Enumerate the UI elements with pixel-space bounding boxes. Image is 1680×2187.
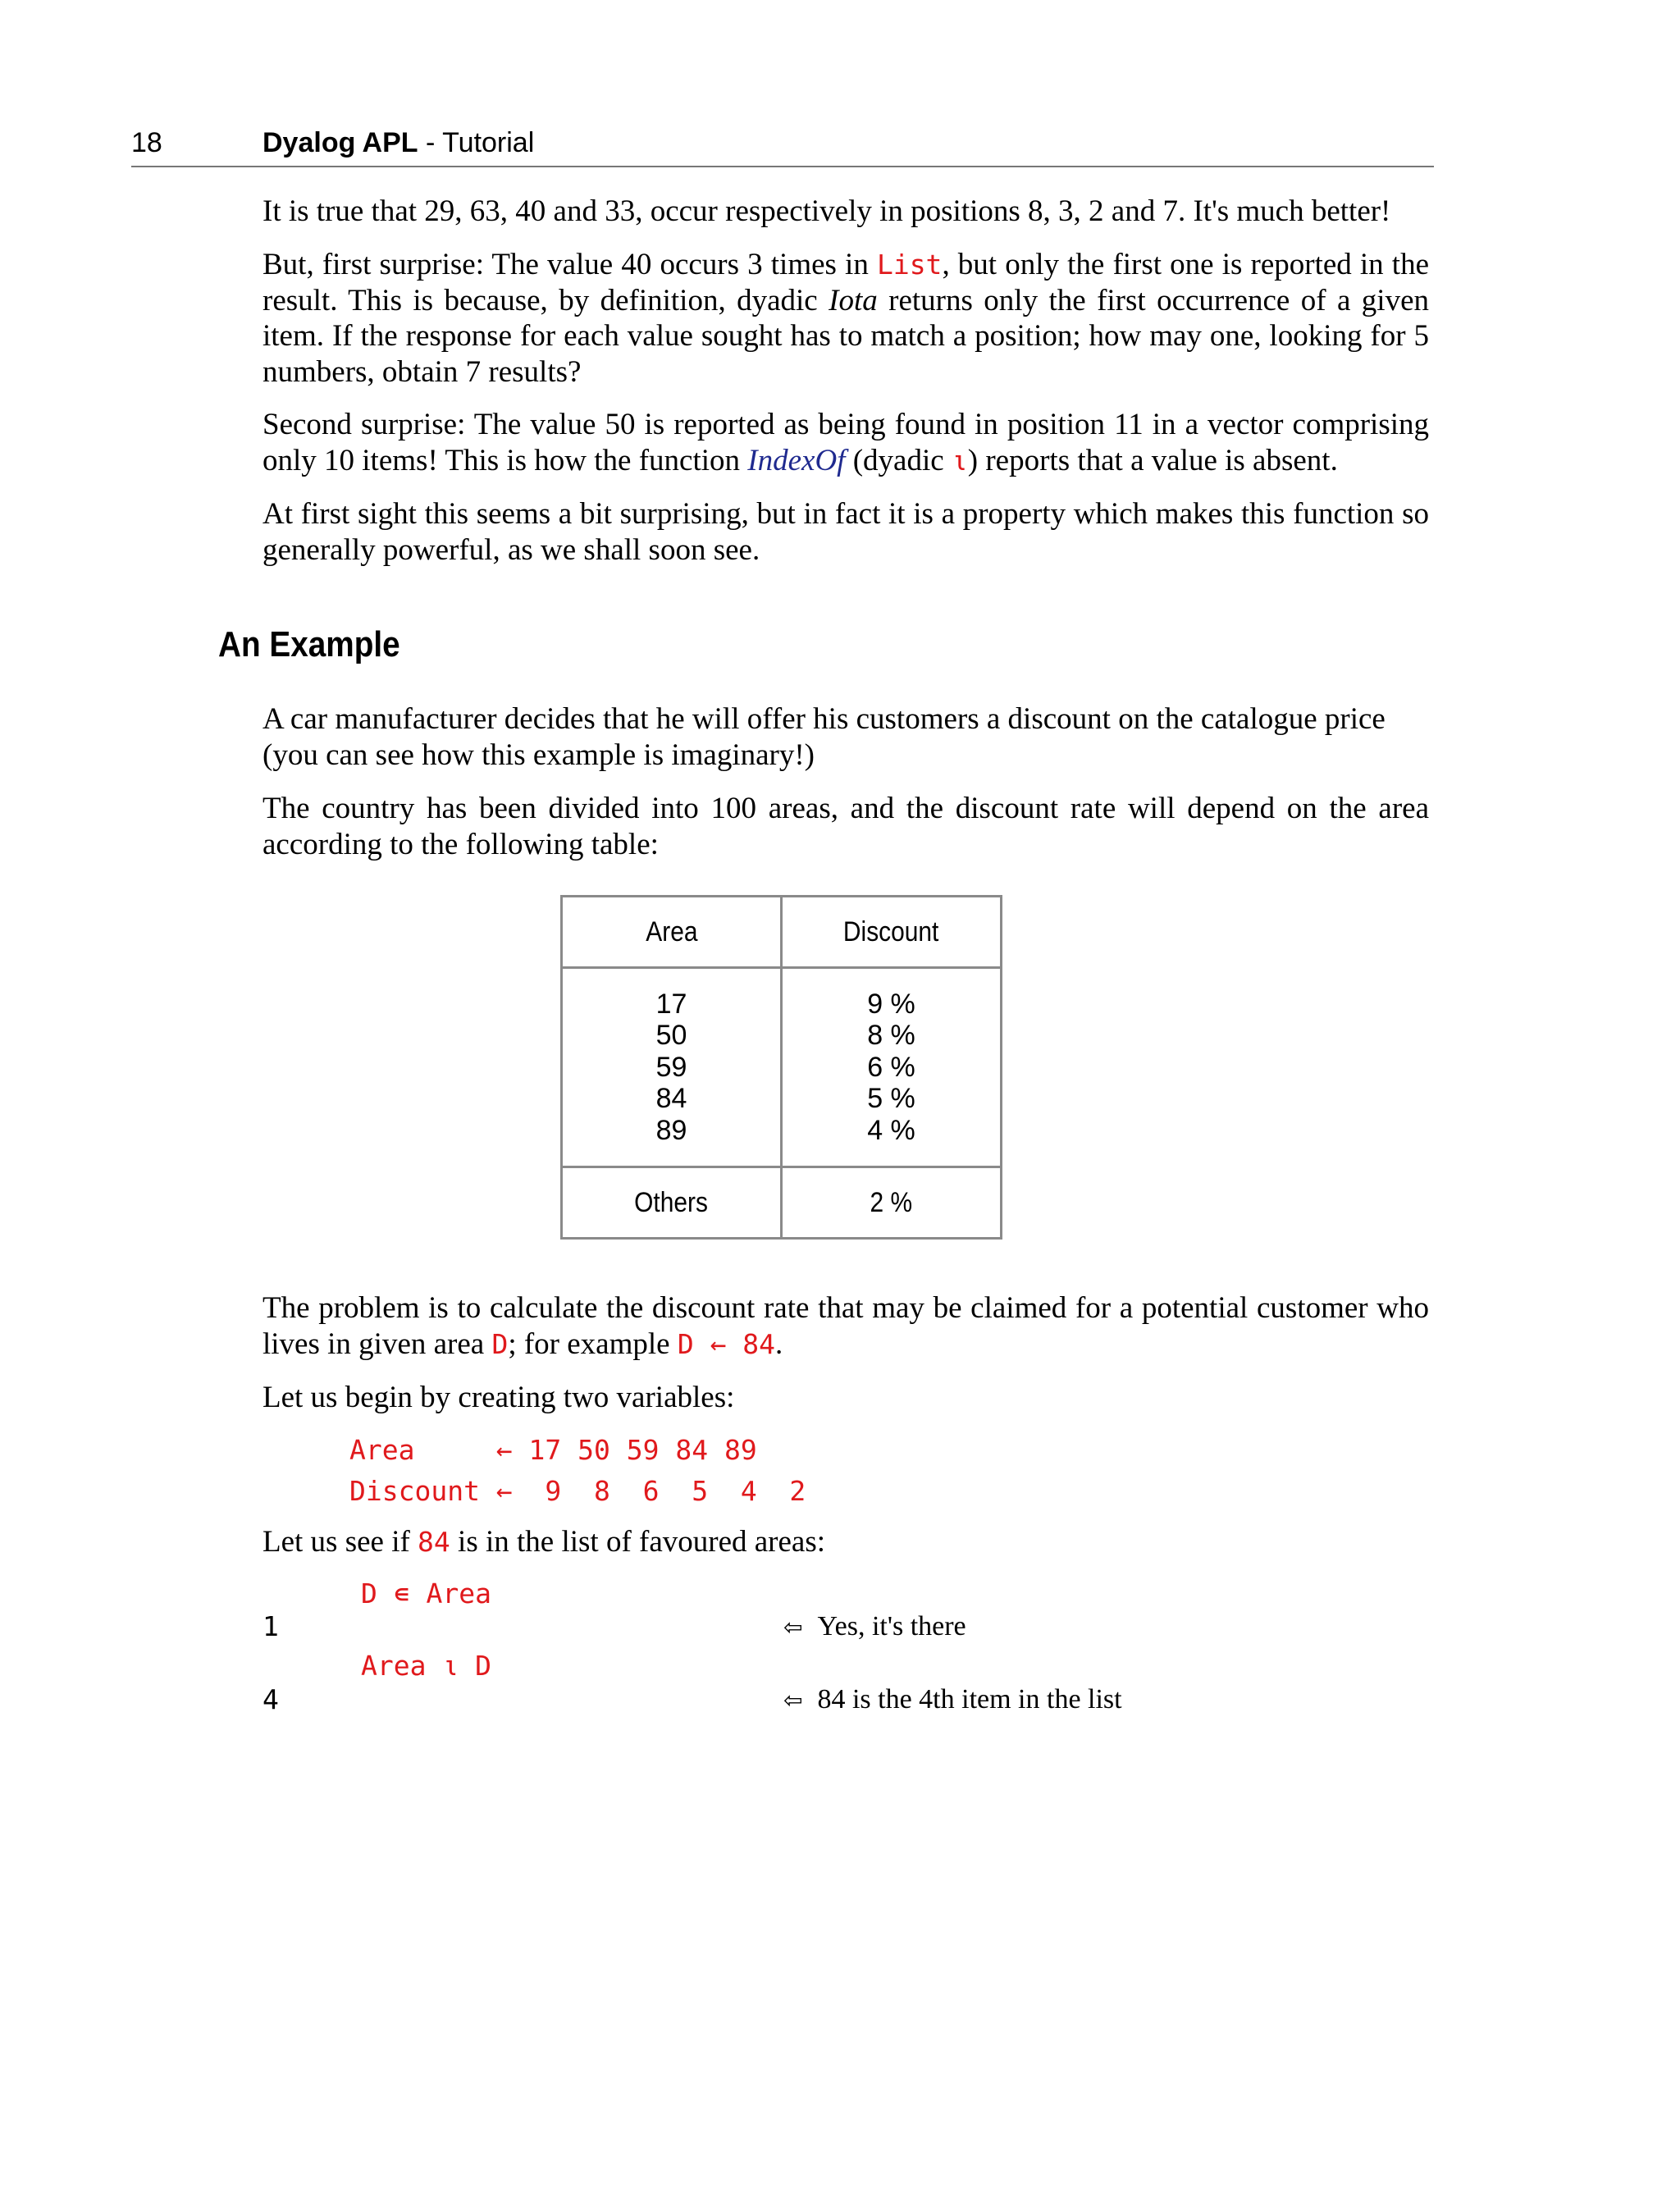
discount-value: 6 % — [867, 1051, 915, 1083]
page-header — [131, 125, 1434, 167]
code-iota: ⍳ — [951, 444, 968, 477]
running-title — [262, 125, 534, 161]
paragraph-car-manufacturer: A car manufacturer decides that he will offer his customers a discount on the catalogue price (you can see how this example is imaginary!) — [262, 702, 1386, 772]
paragraph-create-variables: Let us begin by creating two variables: — [262, 1381, 735, 1414]
code-d-assign: D ← 84 — [677, 1327, 776, 1360]
text-span: ) reports that a value is absent. — [967, 443, 1338, 477]
area-value: 17 — [655, 988, 687, 1020]
text-span: , but only the first one is reported in the result. This is because, by definition, dyadic — [262, 248, 1430, 317]
area-value: 50 — [655, 1020, 687, 1052]
others-value — [782, 1167, 1002, 1239]
text-span: returns only the first occurrence of a given item. If the response for each value sought has to match a position; how may one, looking for 5 numbers, obtain 7 results? — [262, 283, 1429, 389]
italic-iota: Iota — [829, 283, 878, 317]
left-arrow-icon: ⇦ — [783, 1614, 803, 1641]
code-84: 84 — [418, 1526, 450, 1558]
table-others-row — [562, 1167, 1002, 1239]
code-d: D — [491, 1327, 509, 1360]
table-header-row — [562, 897, 1002, 968]
text-span: Second surprise: The value 50 is reported as being found in position 11 in a vector comprising only 10 items! This is how the function — [262, 408, 1429, 477]
text-span: The problem is to calculate the discount rate that may be claimed for a potential customer who lives in given area — [262, 1291, 1429, 1361]
area-value: 59 — [655, 1051, 687, 1083]
text-span: But, first surprise: The value 40 occurs 3 times in — [262, 248, 877, 281]
discount-value: 4 % — [867, 1114, 915, 1146]
header-discount — [782, 897, 1002, 968]
text-span: (dyadic — [845, 443, 952, 477]
paragraph-problem — [262, 1290, 1429, 1362]
result-index: 4 — [262, 1683, 279, 1715]
note-membership-text: Yes, it's there — [817, 1611, 966, 1641]
paragraph-country-areas: The country has been divided into 100 areas, and the discount rate will depend on the area according to the following table: — [262, 792, 1429, 861]
code-line-area: Area ← 17 50 59 84 89 — [349, 1434, 757, 1466]
running-title-bold: Dyalog APL — [262, 127, 418, 158]
discount-value: 8 % — [867, 1020, 915, 1052]
area-value: 89 — [655, 1114, 687, 1146]
discount-value: 9 % — [867, 988, 915, 1020]
discount-values — [782, 968, 1002, 1167]
header-discount-label: Discount — [843, 915, 939, 947]
text-span: . — [775, 1326, 783, 1361]
result-membership: 1 — [262, 1610, 279, 1642]
area-values — [562, 968, 782, 1167]
paragraph-favoured-areas — [262, 1524, 1429, 1560]
paragraph-positions: It is true that 29, 63, 40 and 33, occur respectively in positions 8, 3, 2 and 7. It's much better! — [262, 194, 1391, 228]
code-line-discount: Discount ← 9 8 6 5 4 2 — [349, 1475, 806, 1507]
header-area-label: Area — [645, 915, 698, 947]
discount-value: 5 % — [867, 1083, 915, 1115]
section-heading: An Example — [218, 624, 400, 664]
others-label-text: Others — [634, 1186, 709, 1218]
code-expr-index: Area ⍳ D — [361, 1650, 491, 1682]
note-membership — [783, 1610, 966, 1644]
code-expr-membership: D ∊ Area — [361, 1577, 491, 1609]
note-index-text: 84 is the 4th item in the list — [817, 1684, 1122, 1714]
paragraph-first-surprise — [262, 247, 1429, 390]
others-value-text: 2 % — [870, 1186, 913, 1218]
running-title-rest: - Tutorial — [418, 127, 535, 158]
header-area — [562, 897, 782, 968]
code-list: List — [876, 249, 943, 281]
note-index — [783, 1683, 1122, 1717]
area-value: 84 — [655, 1083, 687, 1115]
text-span: Let us see if — [262, 1525, 418, 1559]
table-values-row — [562, 968, 1002, 1167]
paragraph-first-sight: At first sight this seems a bit surprising, but in fact it is a property which makes this function so generally powerful, as we shall soon see. — [262, 497, 1429, 567]
paragraph-second-surprise — [262, 407, 1429, 478]
text-span: is in the list of favoured areas: — [450, 1525, 826, 1559]
indexof-link[interactable]: IndexOf — [747, 443, 846, 477]
text-span: ; for example — [508, 1326, 678, 1361]
others-label — [562, 1167, 782, 1239]
left-arrow-icon: ⇦ — [783, 1687, 803, 1714]
page-number: 18 — [131, 127, 162, 158]
discount-table — [560, 895, 1002, 1240]
